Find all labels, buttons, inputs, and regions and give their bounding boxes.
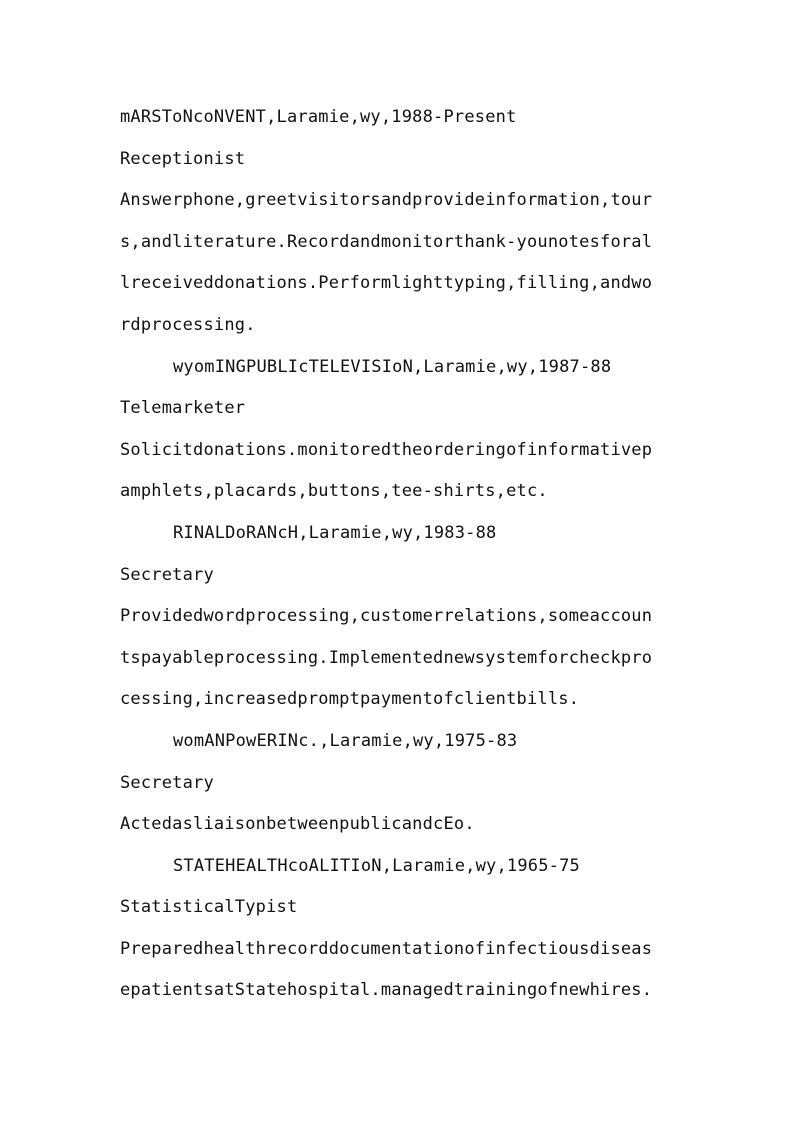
job-description-line: amphlets,placards,buttons,tee-shirts,etc. — [120, 481, 548, 502]
employer-line: RINALDoRANcH,Laramie,wy,1983-88 — [173, 522, 497, 543]
job-title: Receptionist — [120, 148, 246, 169]
job-description-line: Answerphone,greetvisitorsandprovideinformation,tour — [120, 190, 653, 211]
document-body — [120, 97, 668, 1012]
employer-line: wyomINGPUBLIcTELEVISIoN,Laramie,wy,1987-88 — [173, 356, 612, 377]
job-description-line: lreceiveddonations.Performlighttyping,filling,andwo — [120, 273, 653, 294]
job-title: StatisticalTypist — [120, 897, 298, 918]
job-title: Telemarketer — [120, 398, 246, 419]
job-description-line: Actedasliaisonbetweenpublicandc​Eo. — [120, 814, 475, 835]
employer-line: STATEHEALTHcoALITIoN,Laramie,wy,1965-75 — [173, 855, 580, 876]
job-title: Secretary — [120, 772, 214, 793]
job-description-line: cessing,increasedpromptpaymentofclientbills. — [120, 689, 580, 710]
employer-line: mARSToNcoNVENT,Laramie,wy,1988-Present — [120, 107, 517, 127]
job-description-line: Providedwordprocessing,customerrelations,someaccoun — [120, 606, 653, 627]
job-description-line: rdprocessing. — [120, 314, 256, 335]
job-description-line: Preparedhealthrecorddocumentationofinfectiousdiseas — [120, 938, 653, 959]
job-description-line: tspayableprocessing.Implementednewsystemforcheckpro — [120, 647, 653, 668]
job-description-line: Solicitdonations.monitoredtheorderingofinformativep — [120, 439, 653, 460]
job-description-line: epatientsatStatehospital.managedtrainingofnewhires. — [120, 980, 653, 1001]
employer-line: womANPowERINc.,Laramie,wy,1975-83 — [173, 730, 518, 751]
job-description-line: s,andliterature.Recordandmonitorthank-younotesforal — [120, 231, 653, 252]
job-title: Secretary — [120, 564, 214, 585]
